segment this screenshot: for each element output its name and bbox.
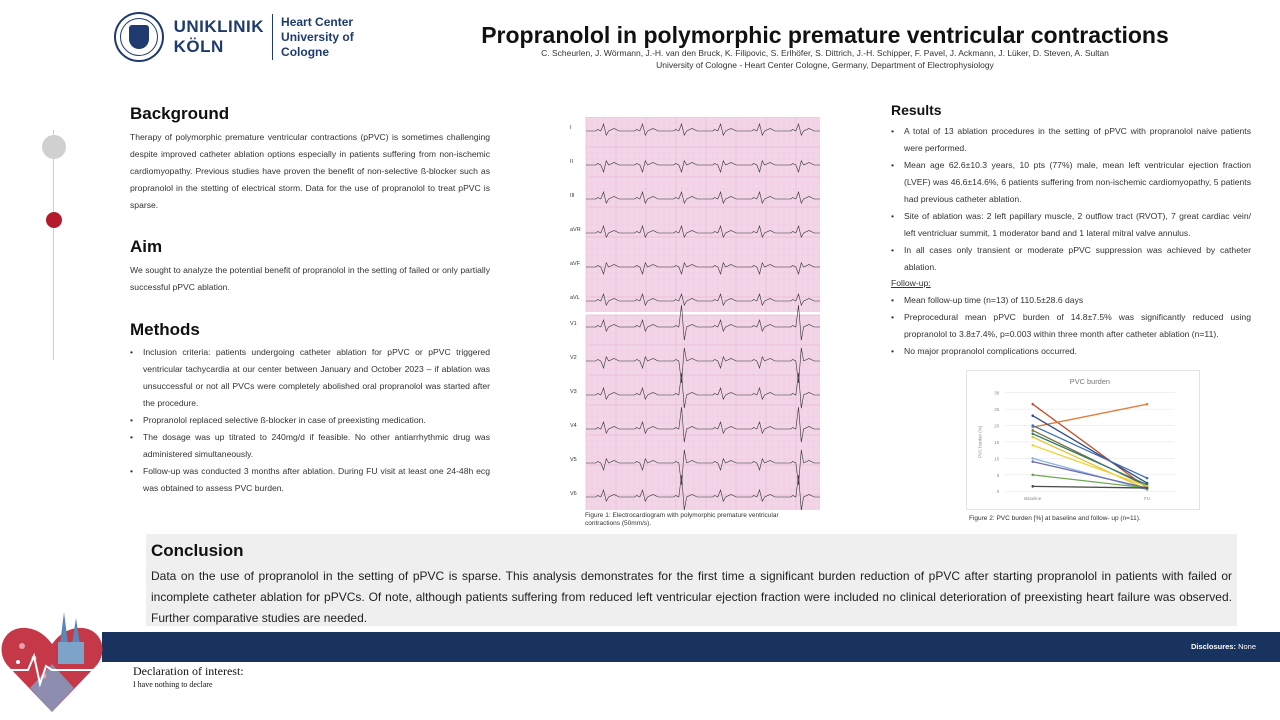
disclosures	[1191, 642, 1256, 651]
logo-name	[174, 17, 264, 57]
chart-data-point	[1031, 485, 1034, 488]
conclusion-heading: Conclusion	[151, 541, 244, 560]
chart-data-point	[1031, 403, 1034, 406]
disclosures-value: None	[1238, 642, 1256, 651]
results-list	[891, 123, 1251, 276]
methods-item: • Inclusion criteria: patients undergoing catheter ablation for pPVC or pPVC triggered ventricular tachycardia at our center between January and October 2023 – if ablation was unsuccessful or not all PVCs were completely abolished oral propranolol was started after the procedure.	[130, 344, 490, 412]
chart-xtick-label: FU	[1144, 496, 1151, 502]
ecg-lead-label: V5	[570, 457, 577, 463]
ecg-lead-label: V3	[570, 389, 577, 395]
chart-data-point	[1031, 414, 1034, 417]
ecg-lead-label: aVL	[570, 295, 580, 301]
ecg-lead-label: V6	[570, 491, 577, 497]
conclusion-text: Data on the use of propranolol in the setting of pPVC is sparse. This analysis demonstrates for the first time a significant burden reduction of pPVC after starting propranolol in patients with failed or incomplete catheter ablation for pPVCs. Of note, although patients suffering from reduced left ventricular ejection fraction were included no clinical deterioration of preexisting heart failure was observed. Further comparative studies are needed.	[151, 569, 1232, 625]
chart-ylabel: PVC burden (%)	[977, 425, 983, 459]
ecg-grid-panel	[586, 117, 820, 312]
ecg-lead-label: II	[570, 159, 574, 165]
aim-heading: Aim	[130, 237, 163, 256]
pvc-burden-chart	[966, 370, 1200, 510]
methods-list	[130, 344, 490, 497]
chart-ytick-label: 0	[996, 489, 1000, 495]
chart-ytick-label: 20	[994, 423, 1000, 429]
chart-data-point	[1031, 424, 1034, 427]
chart-title: PVC burden	[1069, 376, 1110, 386]
timeline-dot-grey	[42, 135, 66, 159]
ecg-lead-label: V4	[570, 423, 577, 429]
poster-affiliation: University of Cologne - Heart Center Cologne, Germany, Department of Electrophysiology	[656, 60, 994, 70]
chart-ytick-label: 5	[996, 472, 1000, 478]
uniklinik-logo	[114, 10, 404, 64]
ecg-figure	[568, 117, 820, 510]
results-heading: Results	[891, 102, 942, 118]
followup-item: • Preprocedural mean pPVC burden of 14.8±7.5% was significantly reduced using propranolol to 3.8±7.4%, p=0.003 within three month after catheter ablation (n=11).	[891, 309, 1251, 343]
chart-data-point	[1146, 487, 1149, 490]
logo-subtitle	[281, 15, 404, 60]
chart-series-line	[1033, 404, 1147, 427]
logo-sub-line2: University of Cologne	[281, 29, 354, 59]
chart-data-point	[1031, 432, 1034, 435]
results-item: • Site of ablation was: 2 left papillary muscle, 2 outflow tract (RVOT), 7 great cardiac vein/ left ventricluar summit, 1 moderator band and 1 lateral mitral valve annulus.	[891, 208, 1251, 242]
ecg-lead-label: III	[570, 193, 575, 199]
chart-ytick-label: 10	[994, 456, 1000, 462]
followup-item: • No major propranolol complications occurred.	[891, 343, 1251, 360]
declaration-text: I have nothing to declare	[133, 680, 213, 689]
logo-divider	[272, 14, 273, 60]
followup-item: • Mean follow-up time (n=13) of 110.5±28.6 days	[891, 292, 1251, 309]
methods-item: • Follow-up was conducted 3 months after ablation. During FU visit at least one 24-48h ecg was obtained to assess PVC burden.	[130, 463, 490, 497]
disclosures-label: Disclosures:	[1190, 642, 1236, 651]
ecg-lead-label: I	[570, 125, 572, 131]
ecg-lead-label: V2	[570, 355, 577, 361]
ecg-grid-panel	[586, 315, 820, 510]
chart-data-point	[1146, 403, 1149, 406]
followup-list	[891, 292, 1251, 360]
methods-heading: Methods	[130, 320, 200, 339]
results-item: • In all cases only transient or moderate pPVC suppression was achieved by catheter ablation.	[891, 242, 1251, 276]
chart-data-point	[1031, 436, 1034, 439]
chart-data-point	[1031, 429, 1034, 432]
results-item: • Mean age 62.6±10.3 years, 10 pts (77%) male, mean left ventricular ejection fraction (LVEF) was 46.6±14.6%, 6 patients suffering from non-ischemic cardiomyopathy, 5 patients had previous catheter ablation.	[891, 157, 1251, 208]
followup-label: Follow-up:	[891, 278, 931, 288]
heart-cathedral-logo-icon	[0, 604, 104, 716]
declaration-heading: Declaration of interest:	[133, 664, 244, 678]
background-text: Therapy of polymorphic premature ventricular contractions (pPVC) is sometimes challenging despite improved catheter ablation options especially in patients suffering from non-ischemic cardiomyopathy. Previous studies have proven the benefit of non-selective ß-blocker such as propranolol in the stetting of electrical storm. Data for the use of propranolol to treat pPVC is sparse.	[130, 132, 490, 210]
ecg-lead-label: V1	[570, 321, 577, 327]
university-seal-icon	[114, 12, 164, 62]
chart-data-point	[1146, 477, 1149, 480]
results-item: • A total of 13 ablation procedures in the setting of pPVC with propranolol naive patients were performed.	[891, 123, 1251, 157]
footer-bar	[102, 632, 1280, 662]
figure2-caption: Figure 2: PVC burden [%] at baseline and follow- up (n=11).	[969, 515, 1141, 522]
logo-sub-line1: Heart Center	[281, 14, 354, 29]
methods-item: • The dosage was up titrated to 240mg/d if feasible. No other antiarrhythmic drug was administered simultaneously.	[130, 429, 490, 463]
chart-data-point	[1031, 460, 1034, 463]
logo-name-line1: UNIKLINIK	[173, 17, 265, 36]
chart-data-point	[1031, 457, 1034, 460]
chart-xtick-label: Baseline	[1024, 496, 1042, 502]
timeline-dot-red	[46, 212, 62, 228]
poster-authors: C. Scheurlen, J. Wörmann, J.-H. van den Bruck, K. Filipovic, S. Erlhöfer, S. Dittrich, J.-H. Schipper, F. Pavel, J. Ackmann, J. Lüker, D. Steven, A. Sultan	[541, 48, 1109, 58]
background-heading: Background	[130, 104, 230, 123]
logo-name-line2: KÖLN	[173, 37, 224, 56]
aim-text: We sought to analyze the potential benefit of propranolol in the setting of failed or only partially successful pPVC ablation.	[130, 265, 490, 292]
methods-item: • Propranolol replaced selective ß-blocker in case of preexisting medication.	[130, 412, 490, 429]
chart-ytick-label: 25	[994, 407, 1000, 413]
ecg-lead-label: aVR	[570, 227, 581, 233]
poster-title: Propranolol in polymorphic premature ventricular contractions	[481, 22, 1169, 48]
chart-ytick-label: 15	[994, 439, 1000, 445]
chart-data-point	[1031, 444, 1034, 447]
chart-data-point	[1031, 474, 1034, 477]
timeline-line	[53, 130, 54, 360]
chart-ytick-label: 30	[994, 390, 1000, 396]
ecg-lead-label: aVF	[570, 261, 581, 267]
figure1-caption: Figure 1: Electrocardiogram with polymorphic premature ventricular contractions (50mm/s).	[585, 512, 779, 527]
